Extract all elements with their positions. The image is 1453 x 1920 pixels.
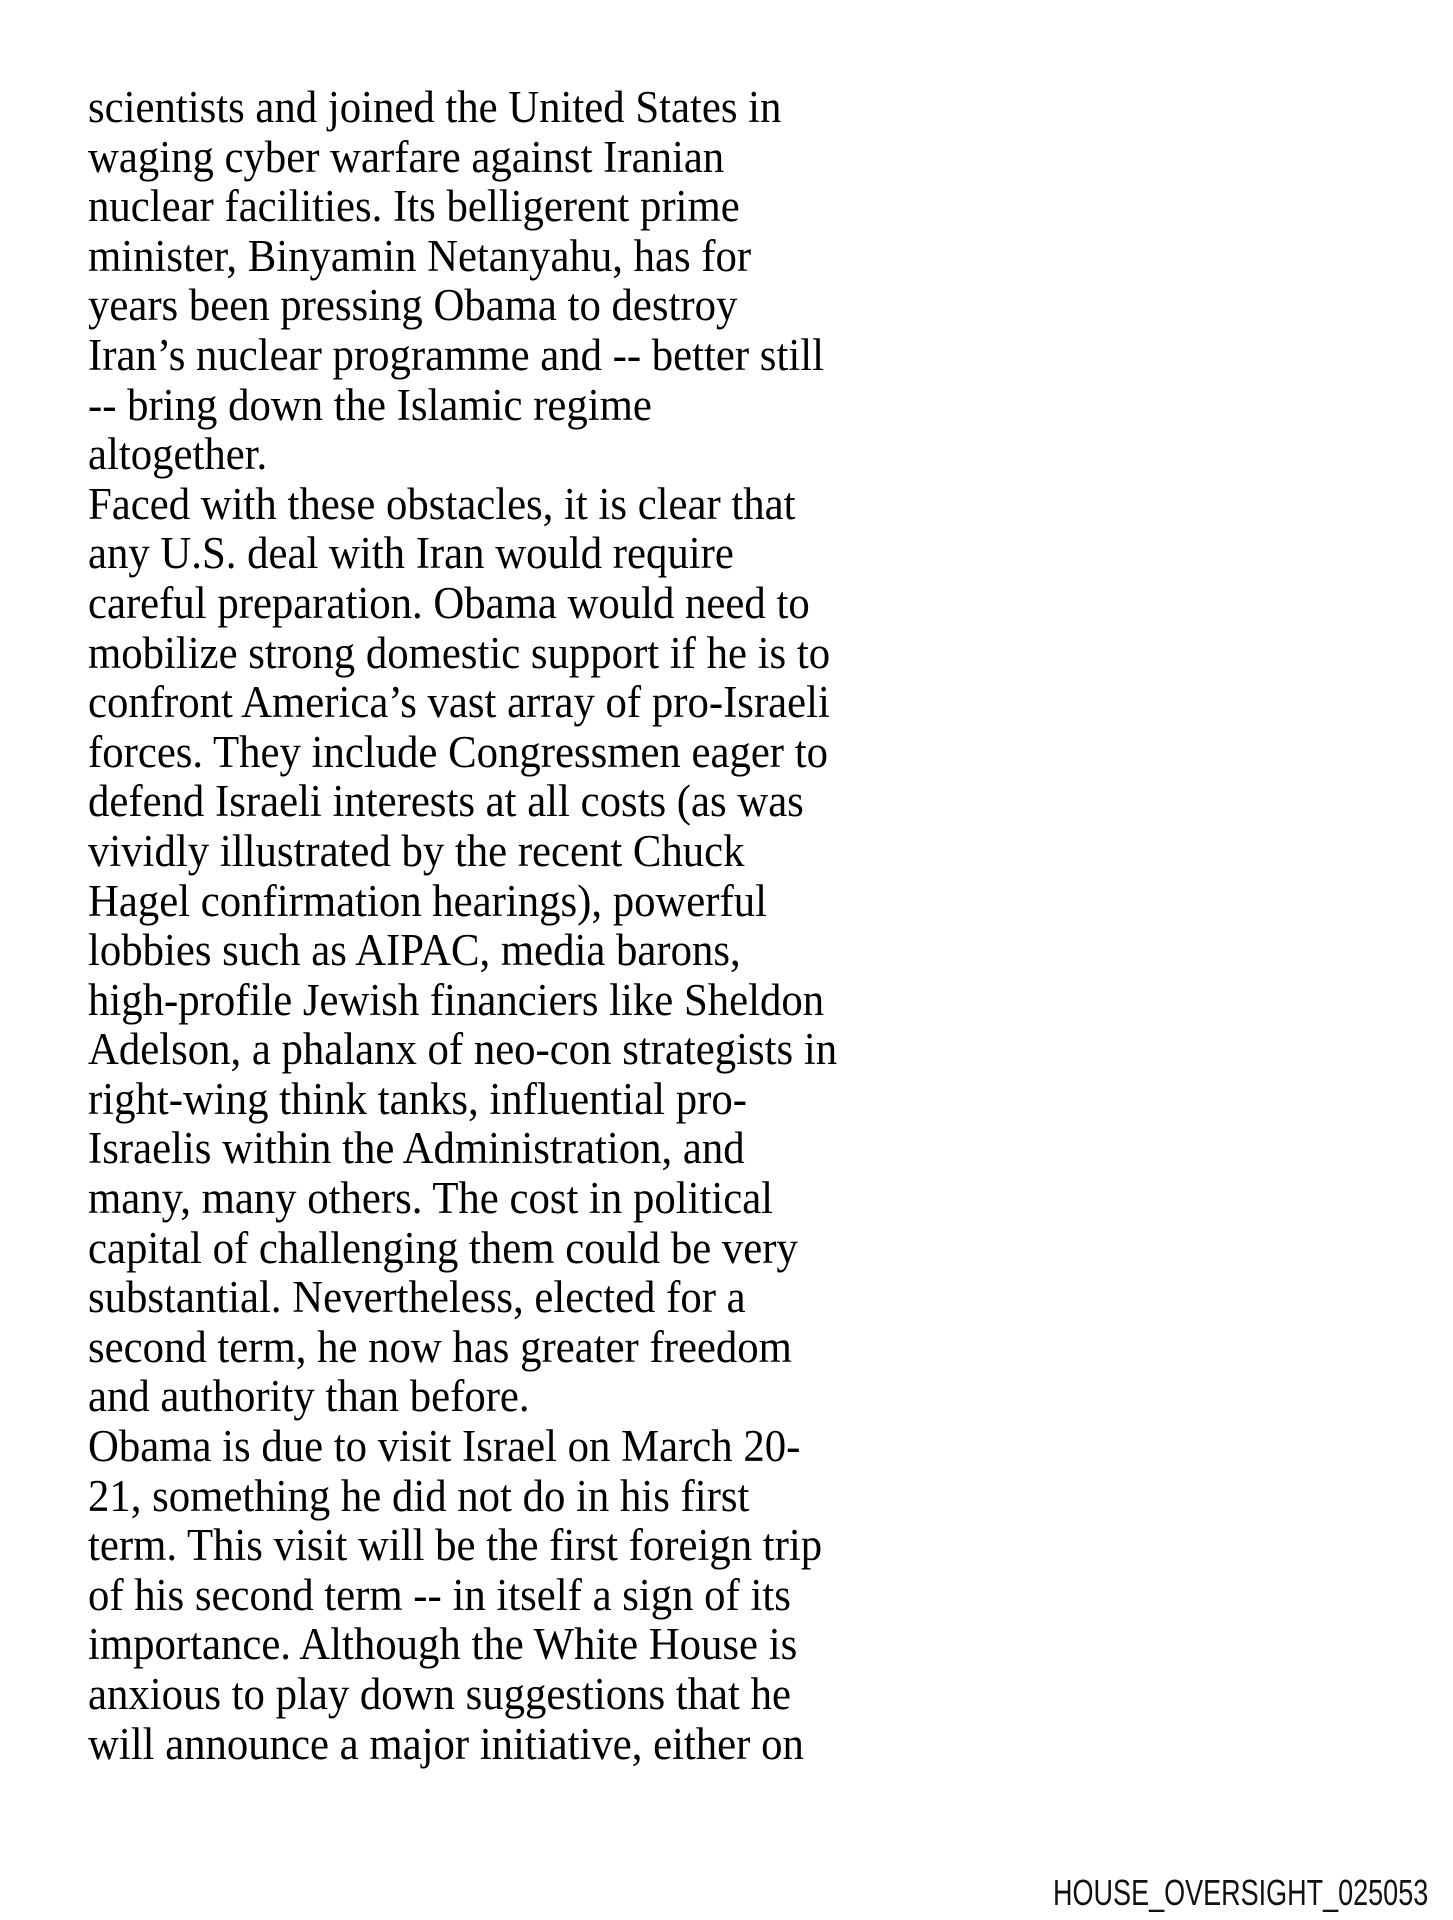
bates-number: HOUSE_OVERSIGHT_025053 — [1052, 1872, 1428, 1913]
text-line: Iran’s nuclear programme and -- better still — [88, 329, 824, 380]
text-line: nuclear facilities. Its belligerent prime — [88, 181, 740, 232]
text-line: and authority than before. — [88, 1371, 530, 1422]
text-line: defend Israeli interests at all costs (as was — [88, 776, 804, 827]
text-line: Adelson, a phalanx of neo-con strategists in — [88, 1024, 838, 1075]
text-line: Hagel confirmation hearings), powerful — [88, 875, 768, 926]
document-body-text — [88, 83, 837, 1769]
text-line: years been pressing Obama to destroy — [88, 280, 738, 331]
text-line: many, many others. The cost in political — [88, 1173, 774, 1224]
text-line: of his second term -- in itself a sign of its — [88, 1569, 791, 1620]
text-line: right-wing think tanks, influential pro- — [88, 1073, 747, 1124]
text-line: lobbies such as AIPAC, media barons, — [88, 925, 741, 976]
text-line: 21, something he did not do in his first — [88, 1470, 750, 1521]
text-line: vividly illustrated by the recent Chuck — [88, 825, 745, 876]
text-line: anxious to play down suggestions that he — [88, 1669, 791, 1719]
text-line: waging cyber warfare against Iranian — [88, 131, 725, 182]
text-line: minister, Binyamin Netanyahu, has for — [88, 230, 752, 281]
text-line: will announce a major initiative, either on — [88, 1718, 804, 1769]
text-line: careful preparation. Obama would need to — [88, 577, 810, 628]
text-line: high-profile Jewish financiers like Sheldon — [88, 974, 825, 1025]
text-line: Israelis within the Administration, and — [88, 1123, 745, 1174]
text-line: Obama is due to visit Israel on March 20- — [88, 1421, 801, 1472]
text-line: scientists and joined the United States in — [88, 82, 782, 132]
text-line: importance. Although the White House is — [88, 1619, 798, 1670]
text-line: mobilize strong domestic support if he is to — [88, 627, 831, 678]
text-line: forces. They include Congressmen eager to — [88, 726, 828, 777]
text-line: confront America’s vast array of pro-Israeli — [88, 677, 830, 728]
text-line: Faced with these obstacles, it is clear that — [88, 478, 796, 529]
text-line: altogether. — [88, 429, 268, 480]
text-line: any U.S. deal with Iran would require — [88, 528, 734, 579]
text-line: substantial. Nevertheless, elected for a — [88, 1272, 746, 1323]
text-line: second term, he now has greater freedom — [88, 1321, 792, 1372]
text-line: -- bring down the Islamic regime — [88, 379, 652, 430]
text-line: term. This visit will be the first foreign trip — [88, 1520, 823, 1571]
text-line: capital of challenging them could be very — [88, 1222, 798, 1273]
